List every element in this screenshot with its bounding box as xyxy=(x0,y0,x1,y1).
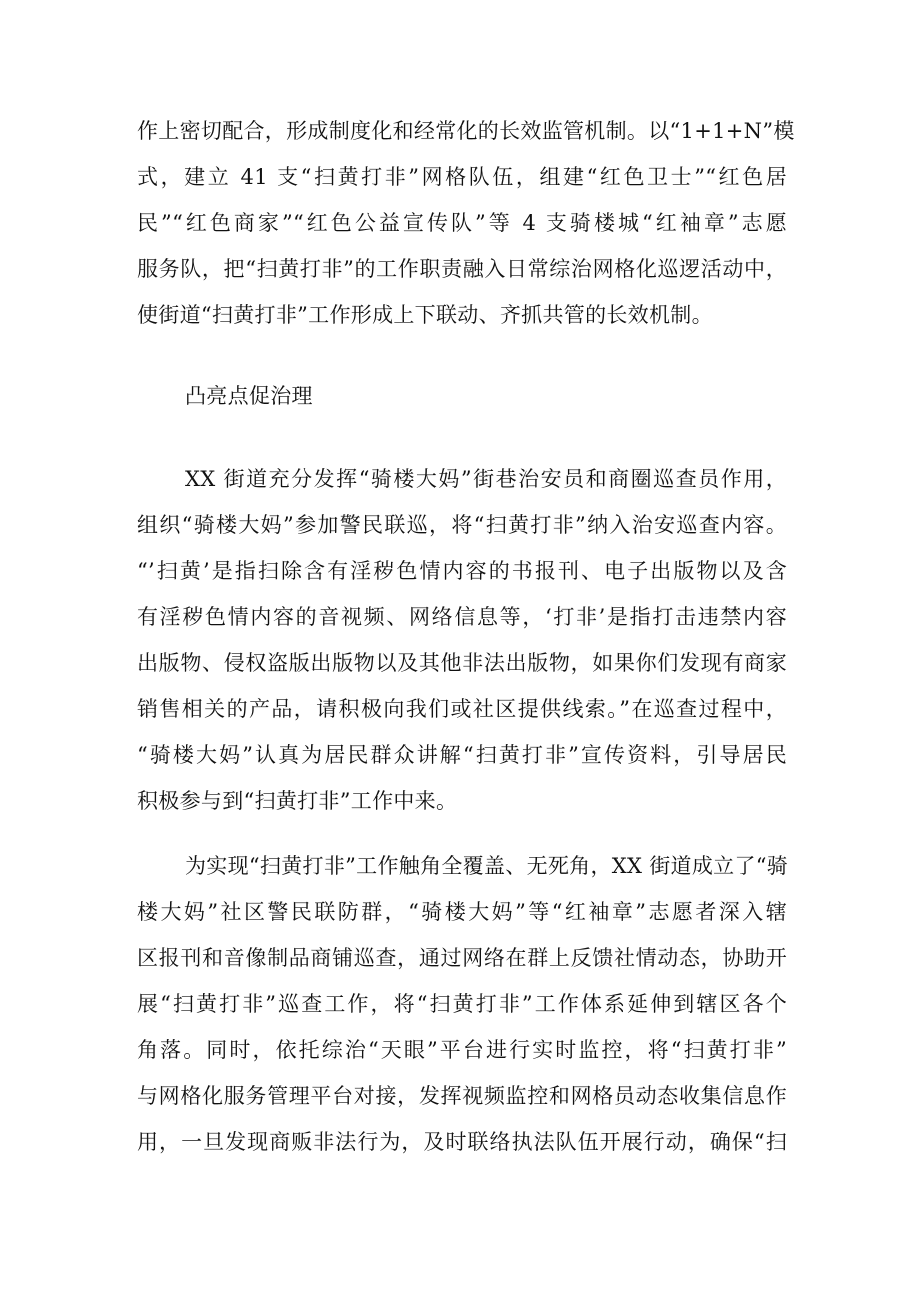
paragraph-line: 式，建立 41 支“扫黄打非”网格队伍，组建“红色卫士”“红色居 xyxy=(137,165,787,189)
paragraph-line: 积极参与到“扫黄打非”工作中来。 xyxy=(137,789,458,813)
paragraph-line: 作上密切配合，形成制度化和经常化的长效监管机制。以“1+1+N”模 xyxy=(137,119,795,143)
paragraph-line: 与网格化服务管理平台对接，发挥视频监控和网格员动态收集信息作 xyxy=(137,1084,787,1108)
paragraph-line: 出版物、侵权盗版出版物以及其他非法出版物，如果你们发现有商家 xyxy=(137,651,787,675)
section-heading xyxy=(137,373,787,419)
paragraph-line: 用，一旦发现商贩非法行为，及时联络执法队伍开展行动，确保“扫 xyxy=(137,1130,787,1154)
paragraph-line: “’扫黄’是指扫除含有淫秽色情内容的书报刊、电子出版物以及含 xyxy=(137,559,787,583)
paragraph-line: 展“扫黄打非”巡查工作，将“扫黄打非”工作体系延伸到辖区各个 xyxy=(137,992,787,1016)
paragraph-line: XX 街道充分发挥“骑楼大妈”街巷治安员和商圈巡查员作用， xyxy=(185,467,787,491)
paragraph-1 xyxy=(137,108,795,338)
paragraph-line: 销售相关的产品，请积极向我们或社区提供线索。”在巡查过程中， xyxy=(137,697,787,721)
paragraph-line: 为实现“扫黄打非”工作触角全覆盖、无死角，XX 街道成立了“骑 xyxy=(185,854,789,878)
paragraph-line: 有淫秽色情内容的音视频、网络信息等，‘打非’是指打击违禁内容 xyxy=(137,605,787,629)
paragraph-line: “骑楼大妈”认真为居民群众讲解“扫黄打非”宣传资料，引导居民 xyxy=(137,743,787,767)
paragraph-line: 民”“红色商家”“红色公益宣传队”等 4 支骑楼城“红袖章”志愿 xyxy=(137,211,787,235)
paragraph-line: 组织“骑楼大妈”参加警民联巡，将“扫黄打非”纳入治安巡查内容。 xyxy=(137,513,787,537)
paragraph-line: 服务队，把“扫黄打非”的工作职责融入日常综治网格化巡逻活动中， xyxy=(137,257,787,281)
paragraph-line: 楼大妈”社区警民联防群，“骑楼大妈”等“红袖章”志愿者深入辖 xyxy=(137,900,787,924)
paragraph-3 xyxy=(137,843,787,1165)
heading-text: 凸亮点促治理 xyxy=(185,384,313,408)
paragraph-line: 区报刊和音像制品商铺巡查，通过网络在群上反馈社情动态，协助开 xyxy=(137,946,787,970)
paragraph-line: 角落。同时，依托综治“天眼”平台进行实时监控，将“扫黄打非” xyxy=(137,1038,787,1062)
paragraph-2 xyxy=(137,456,787,824)
paragraph-line: 使街道“扫黄打非”工作形成上下联动、齐抓共管的长效机制。 xyxy=(137,303,713,327)
